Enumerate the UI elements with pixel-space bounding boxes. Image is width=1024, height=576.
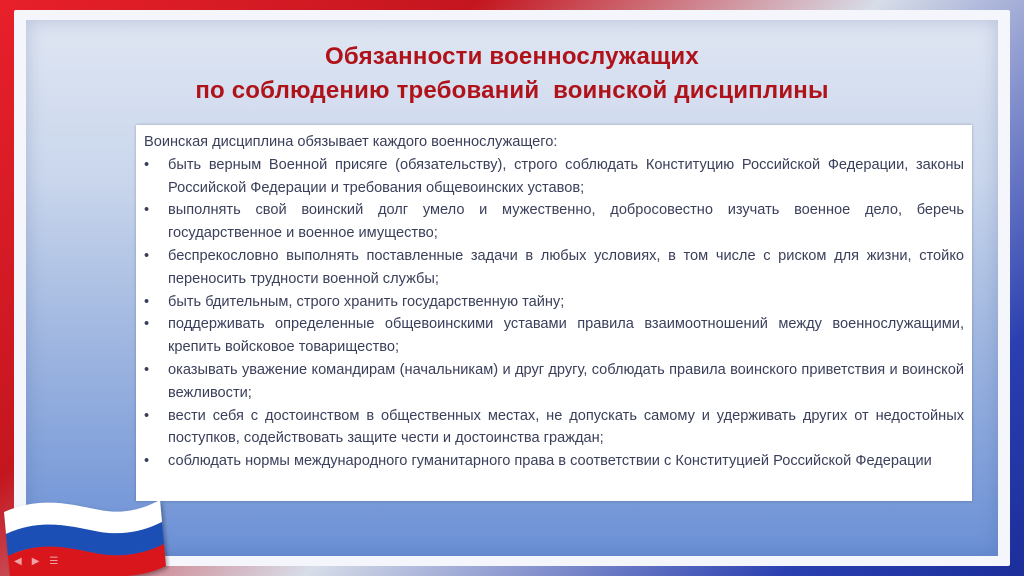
nav-menu-icon[interactable]: ☰	[49, 556, 59, 567]
list-item-text: поддерживать определенные общевоинскими уставами правила взаимоотношений между военнослужащими, крепить войсковое товарищество;	[168, 316, 964, 356]
list-item-text: быть бдительным, строго хранить государственную тайну;	[168, 293, 565, 310]
title-line-2: по соблюдению требований воинской дисциплины	[195, 77, 829, 104]
bullet: •	[144, 247, 150, 264]
list-item-text: беспрекословно выполнять поставленные задачи в любых условиях, в том числе с риском для жизни, стойко переносить трудности военной службы;	[168, 247, 964, 287]
slide-nav	[14, 556, 58, 570]
bullet: •	[144, 453, 150, 470]
bullet: •	[144, 293, 150, 310]
content-box	[136, 125, 972, 501]
list-item	[144, 450, 964, 473]
list-item	[144, 245, 964, 291]
bullet: •	[144, 156, 150, 173]
list-item	[144, 313, 964, 359]
bullet: •	[144, 407, 150, 424]
nav-forward-icon[interactable]: ▶	[31, 556, 40, 567]
list-item	[144, 154, 964, 200]
bullet: •	[144, 202, 150, 219]
duties-list	[144, 154, 964, 473]
list-item	[144, 291, 964, 314]
list-item-text: вести себя с достоинством в общественных местах, не допускать самому и удерживать других от недостойных поступков, содействовать защите чести и достоинства граждан;	[168, 407, 964, 447]
list-item	[144, 405, 964, 451]
bullet: •	[144, 316, 150, 333]
list-item	[144, 359, 964, 405]
list-item-text: быть верным Военной присяге (обязательству), строго соблюдать Конституцию Российской Федерации, законы Российской Федерации и требования общевоинских уставов;	[168, 156, 964, 196]
intro-text: Воинская дисциплина обязывает каждого военнослужащего:	[144, 134, 558, 150]
slide-title	[26, 40, 998, 108]
list-item	[144, 199, 964, 245]
bullet: •	[144, 361, 150, 378]
title-line-1: Обязанности военнослужащих	[325, 43, 699, 70]
list-item-text: выполнять свой воинский долг умело и мужественно, добросовестно изучать военное дело, беречь государственное и военное имущество;	[168, 202, 964, 242]
list-item-text: соблюдать нормы международного гуманитарного права в соответствии с Конституцией Российской Федерации	[168, 453, 932, 470]
list-item-text: оказывать уважение командирам (начальникам) и друг другу, соблюдать правила воинского приветствия и воинской вежливости;	[168, 361, 964, 401]
nav-back-icon[interactable]: ◀	[14, 556, 22, 567]
